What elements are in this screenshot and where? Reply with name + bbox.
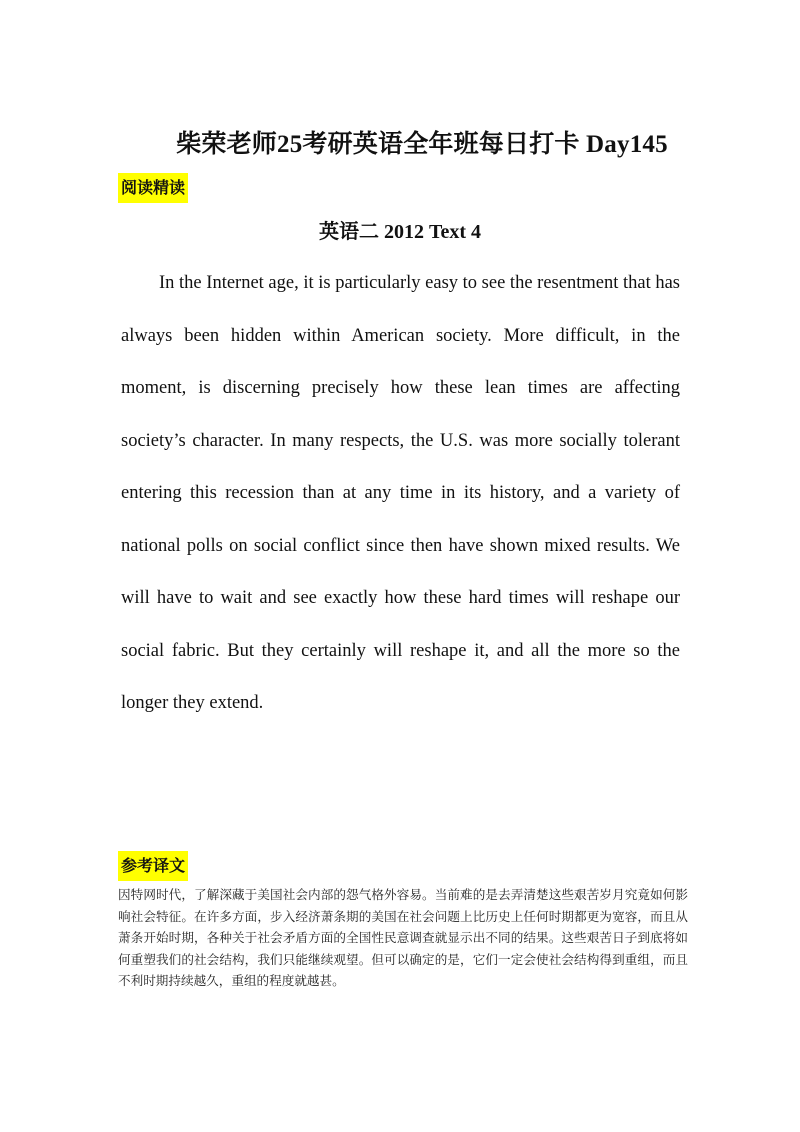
- passage-subtitle: 英语二 2012 Text 4: [318, 221, 482, 243]
- section-label-translation: 参考译文: [118, 851, 188, 881]
- chinese-translation: 因特网时代，了解深藏于美国社会内部的怨气格外容易。当前难的是去弄清楚这些艰苦岁月究竟如何影响社会特征。在许多方面，步入经济萧条期的美国在社会问题上比历史上任何时期都更为宽容，而且从萧条开始时期，各种关于社会矛盾方面的全国性民意调查就显示出不同的结果。这些艰苦日子到底将如何重塑我们的社会结构，我们只能继续观望。但可以确定的是，它们一定会使社会结构得到重组，而且不利时期持续越久，重组的程度就越甚。: [118, 887, 688, 988]
- section-label-reading: 阅读精读: [118, 173, 188, 203]
- page-title: 柴荣老师25考研英语全年班每日打卡 Day145: [176, 131, 668, 158]
- english-passage: In the Internet age, it is particularly easy to see the resentment that has always been hidden within American society. More difficult, in the moment, is discerning precisely how these lean times are affecting society’s character. In many respects, the U.S. was more socially tolerant entering this recession than at any time in its history, and a variety of national polls on social conflict since then have shown mixed results. We will have to wait and see exactly how these hard times will reshape our social fabric. But they certainly will reshape it, and all the more so the longer they extend.: [121, 273, 680, 713]
